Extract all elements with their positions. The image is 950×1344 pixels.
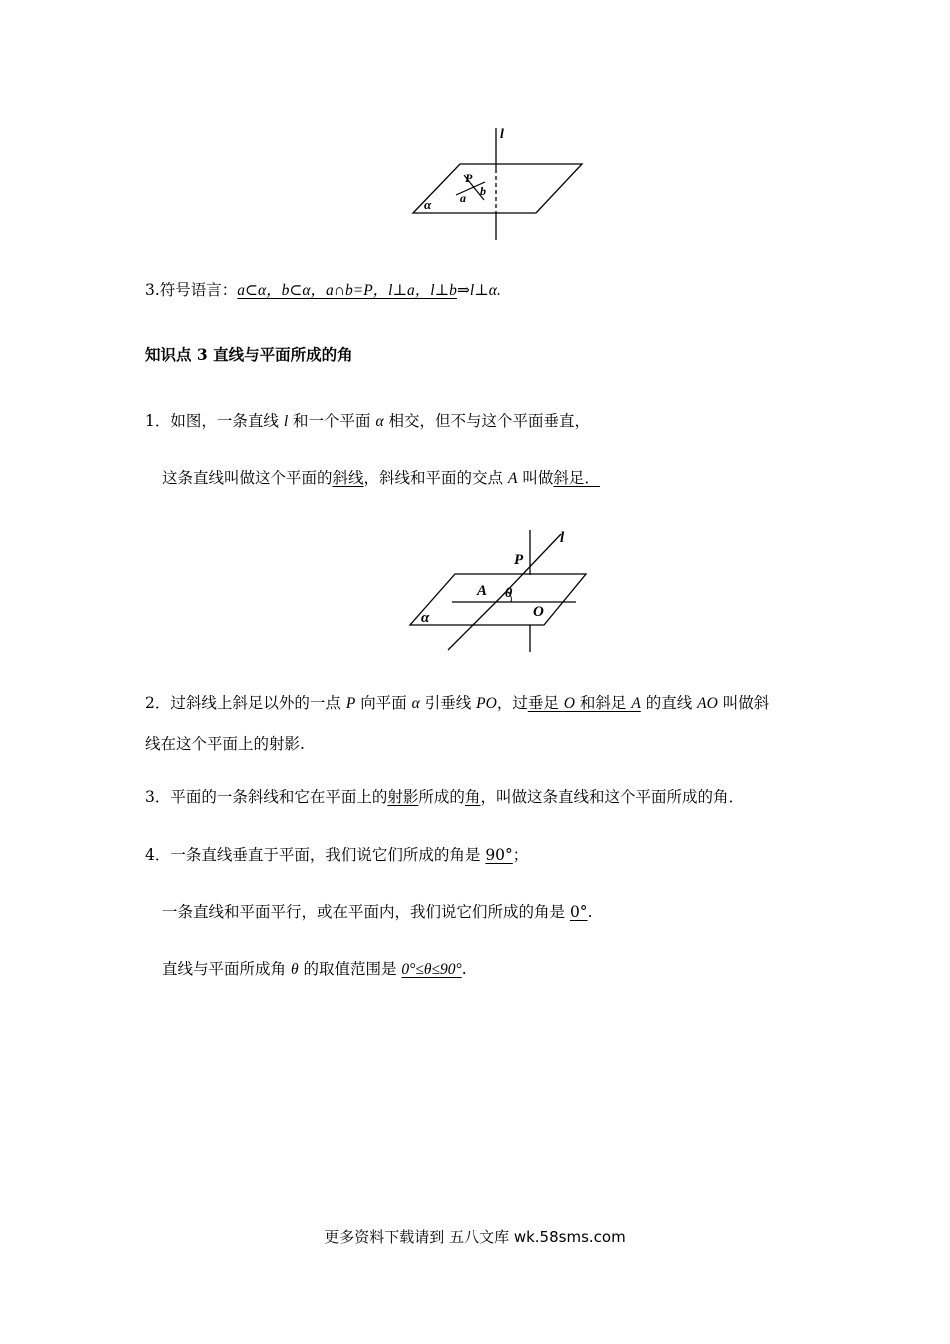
symbolic-language-line: 3.符号语言：a⊂α，b⊂α，a∩b=P，l⊥a，l⊥b⇒l⊥α. — [145, 281, 501, 299]
paragraph-3: 3．平面的一条斜线和它在平面上的射影所成的角，叫做这条直线和这个平面所成的角． — [145, 788, 744, 806]
paragraph-4: 4．一条直线垂直于平面，我们说它们所成的角是 90°； — [145, 846, 529, 864]
label-theta: θ — [505, 586, 513, 601]
label-p: P — [514, 552, 524, 568]
label-a: a — [460, 191, 466, 205]
paragraph-2-line-2: 线在这个平面上的射影. — [145, 735, 305, 753]
label-a: A — [477, 583, 488, 599]
paragraph-2: 2．过斜线上斜足以外的一点 P 向平面 α 引垂线 PO，过垂足 O 和斜足 A 的直线 AO 叫做斜 — [145, 694, 770, 712]
figure-oblique-line-angle — [400, 522, 600, 662]
plane-alpha-outline — [413, 164, 582, 213]
paragraph-4-parallel: 一条直线和平面平行，或在平面内，我们说它们所成的角是 0°. — [162, 903, 593, 921]
paragraph-1-continued: 这条直线叫做这个平面的斜线，斜线和平面的交点 A 叫做斜足． — [162, 469, 600, 487]
section-heading: 知识点 3 直线与平面所成的角 — [145, 345, 353, 364]
underlined-foot-points: 垂足 O 和斜足 A — [527, 694, 641, 712]
page-footer: 更多资料下载请到 五八文库 wk.58sms.com — [324, 1228, 626, 1246]
line-l-lower — [448, 597, 501, 650]
label-alpha: α — [424, 197, 432, 212]
label-alpha: α — [421, 610, 430, 626]
figure-perpendicular-line-plane — [400, 120, 600, 250]
label-p: P — [465, 171, 473, 185]
label-l: l — [560, 530, 565, 546]
label-l: l — [500, 127, 504, 142]
label-b: b — [480, 184, 486, 198]
symbolic-condition: a⊂α，b⊂α，a∩b=P，l⊥a，l⊥b — [237, 282, 457, 299]
label-o: O — [533, 604, 544, 620]
paragraph-1: 1．如图，一条直线 l 和一个平面 α 相交，但不与这个平面垂直， — [145, 412, 591, 430]
paragraph-4-range: 直线与平面所成角 θ 的取值范围是 0°≤θ≤90°. — [162, 960, 467, 978]
